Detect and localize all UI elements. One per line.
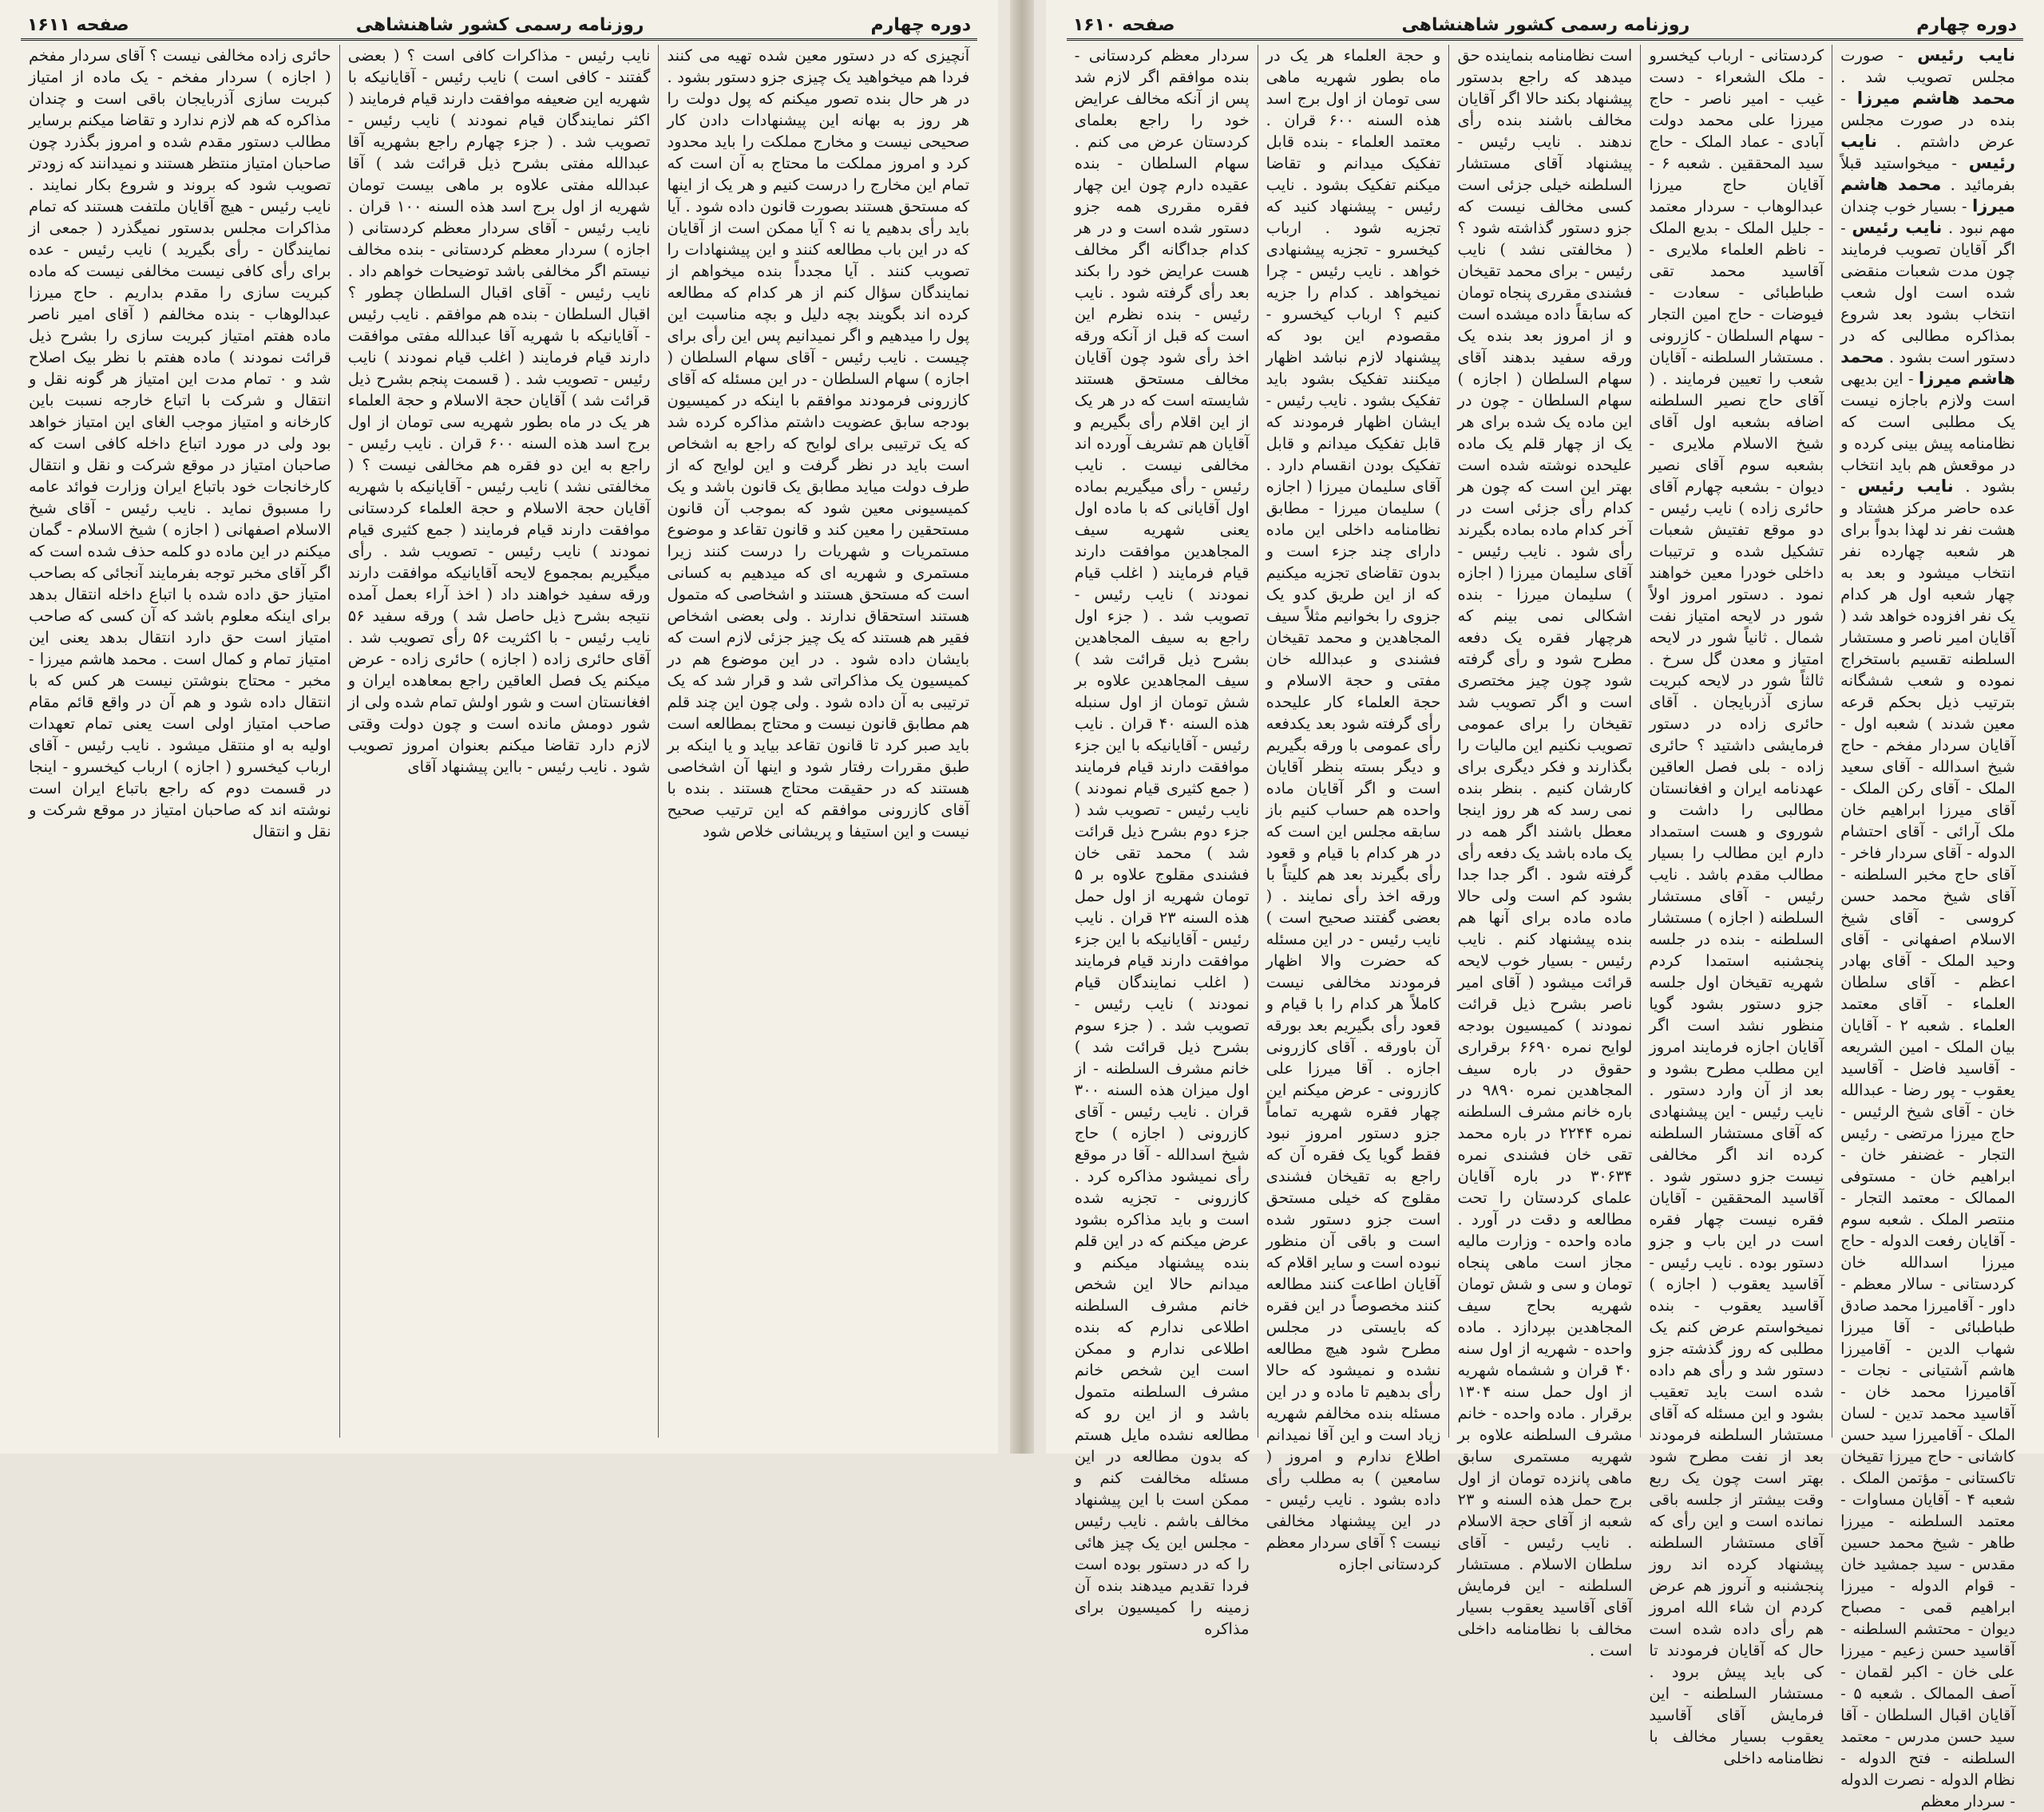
left-page-title: روزنامه رسمی کشور شاهنشاهی: [355, 14, 644, 35]
text-column: نایب رئیس - مذاکرات کافی است ؟ ( بعضی گفتند - کافی است ) نایب رئیس - آقایانیکه با شهریه این ضعیفه موافقت دارند قیام فرمایند ( اکثر نمایندگان قیام نمودند ) نایب رئیس - تصویب شد . ( جزء چهارم راجع بشهریه آقا عبدالله مفتی بشرح ذیل قرائت شد ) آقا عبدالله مفتی علاوه بر ماهی بیست تومان شهریه از اول برج اسد هذه السنه ۱۰۰ قران . نایب رئیس - آقای سردار معظم کردستانی ( اجازه ) سردار معظم کردستانی - بنده مخالف نیستم اگر مخالفی باشد توضیحات خواهم داد . نایب رئیس - آقای اقبال السلطان چطور ؟ اقبال السلطان - بنده هم موافقم . نایب رئیس - آقایانیکه با شهریه آقا عبدالله مفتی موافقت دارند قیام فرمایند ( اغلب قیام نمودند ) نایب رئیس - تصویب شد . ( قسمت پنجم بشرح ذیل قرائت شد ) آقایان حجة الاسلام و حجة العلماء هر یک در ماه بطور شهریه سی تومان از اول برج اسد هذه السنه ۶۰۰ قران . نایب رئیس - راجع به این دو فقره هم مخالفی نیست ؟ ( مخالفتی نشد ) نایب رئیس - آقایانیکه با شهریه آقایان حجة الاسلام و حجة العلماء کردستانی موافقت دارند قیام فرمایند ( جمع کثیری قیام نمودند ) نایب رئیس - تصویب شد . رأی میگیریم بمجموع لایحه آقایانیکه موافقت دارند ورقه سفید خواهند داد ( اخذ آراء بعمل آمده نتیجه بشرح ذیل حاصل شد ) ورقه سفید ۵۶ نایب رئیس - با اکثریت ۵۶ رأی تصویب شد . آقای حائری زاده ( اجازه ) حائری زاده - عرض میکنم یک فصل العاقین راجع بمعاهده ایران و افغانستان است و شور اولش تمام شده ولی از شور دومش مانده است و چون دولت وقتی لازم دارد تقاضا میکنم بعنوان امروز تصویب شود . نایب رئیس - بااین پیشنهاد آقای: [339, 45, 659, 1438]
left-page-number: صفحه ۱۶۱۱: [26, 14, 129, 35]
text-column: آنچیزی که در دستور معین شده تهیه می کنند فردا هم میخواهید یک چیزی جزو دستور بشود . در هر حال بنده تصور میکنم که پول دولت را هر روز به بهانه این پیشنهادات دادن کار صحیحی نیست و مخارج مملکت را باید محدود کرد و امروز مملکت ما محتاج به آن است که تمام این مخارج را درست کنیم و هر یک از اینها که مستحق هستند بصورت قانون داده شود . آیا باید رأی بدهیم یا نه ؟ آیا ممکن است از آقایان که در این باب مطالعه کنند و این پیشنهادات را تصویب کنند . آیا مجدداً بنده میخواهم از نمایندگان سؤال کنم از هر کدام که مطالعه کرده اند بگویند بچه دلیل و بچه مناسبت این پول را میدهیم و اگر نمیدانیم پس این رأی برای چیست . نایب رئیس - آقای سهام السلطان ( اجازه ) سهام السلطان - در این مسئله که آقای کازرونی فرمودند موافقم با اینکه در کمیسیون بودجه سابق عضویت داشتم مذاکره کرده شد که یک ترتیبی برای لوایح که راجع به اشخاص است باید در نظر گرفت و این لوایح که از طرف دولت میاید مطابق یک قانون باشد و یک کمیسیونی معین شود که بموجب آن قانون مستحقین را معین کند و قانون تقاعد و موضوع مستمریات و شهریات را درست کنند زیرا مستمری و شهریه ای که میدهیم به کسانی است که مستحق هستند و اشخاصی که متمول هستند استحقاق ندارند . ولی بعضی اشخاص فقیر هم هستند که یک چیز جزئی لازم است که بایشان داده شود . در این موضوع هم در کمیسیون یک مذاکراتی شد و قرار شد که یک ترتیبی به آن داده شود . ولی چون این چند قلم هم مطابق قانون نیست و محتاج بمطالعه است باید صبر کرد تا قانون تقاعد بیاید و یا اینکه بر طبق مقررات رفتار شود و اینها آن اشخاصی هستند که در حقیقت محتاج هستند . بنده با آقای کازرونی موافقم که این ترتیب صحیح نیست و این استیفا و پریشانی خلاص شود: [658, 45, 977, 1438]
right-page-header: [1067, 11, 2023, 41]
right-page: [1046, 0, 2044, 1810]
left-page: [0, 0, 998, 1454]
text-column: حائری زاده مخالفی نیست ؟ آقای سردار مفخم ( اجازه ) سردار مفخم - یک ماده از امتیاز کبریت سازی آذربایجان باقی است و چندان مذاکره که هم لازم ندارد و تقاضا میکنم برسایر مطالب دستور مقدم شده و امروز بگذرد چون صاحبان امتیاز منتظر هستند و نمیدانند که زودتر تصویب شود که بروند و شروع بکار نمایند . نایب رئیس - هیچ آقایان ملتفت هستند که تمام مذاکرات مجلس بدستور نمیگذرد ( جمعی از نمایندگان - رأی بگیرید ) نایب رئیس - عده برای رأی کافی نیست مخالفی نیست که ماده کبریت سازی را مقدم بداریم . حاج میرزا عبدالوهاب - بنده مخالفم ( آقای امیر ناصر ماده هفتم امتیاز کبریت سازی را بشرح ذیل قرائت نمودند ) ماده هفتم با نظر بیک اصلاح شد و ۰ تمام مدت این امتیاز هر گونه نقل و انتقال و شرکت با اتباع خارجه نسبت باین کارخانه و امتیاز موجب الغای این امتیاز خواهد بود ولی در مورد اتباع داخله کافی است که صاحبان امتیاز در موقع شرکت و نقل و انتقال کارخانجات خود باتباع ایران وزارت فوائد عامه را مسبوق نماید . نایب رئیس - آقای شیخ الاسلام اصفهانی ( اجازه ) شیخ الاسلام - گمان میکنم در این ماده دو کلمه حذف شده است که اگر آقای مخبر توجه بفرمایند آنجائی که بصاحب امتیاز حق داده شده با اتباع داخله انتقال بدهد برای اینکه معلوم باشد که آن کسی که صاحب امتیاز است حق دارد انتقال بدهد یعنی این امتیاز تمام و کمال است . محمد هاشم میرزا - مخبر - محتاج بنوشتن نیست هر کس که با انتقال داده شود و هم آن در واقع قائم مقام صاحب امتیاز اولی است یعنی تمام تعهدات اولیه به او منتقل میشود . نایب رئیس - آقای ارباب کیخسرو ( اجازه ) ارباب کیخسرو - اینجا در قسمت دوم که راجع باتباع ایران است نوشته اند که صاحبان امتیاز در موقع شرکت و نقل و انتقال: [28, 46, 331, 841]
right-page-number: صفحه ۱۶۱۰: [1072, 14, 1175, 35]
text-column: و حجة العلماء هر یک در ماه بطور شهریه ماهی سی تومان از اول برج اسد هذه السنه ۶۰۰ قران . معتمد العلماء - بنده قابل تفکیک میدانم و تقاضا میکنم تفکیک بشود . نایب رئیس - پیشنهاد کنید که تجزیه شود . ارباب کیخسرو - تجزیه پیشنهادی خواهد . نایب رئیس - چرا نمیخواهد . کدام را جزیه کنیم ؟ ارباب کیخسرو - مقصودم این بود که پیشنهاد لازم نباشد اظهار میکنند تفکیک بشود باید تفکیک بشود . نایب رئیس - ایشان اظهار فرمودند که قابل تفکیک میدانم و قابل تفکیک بودن انقسام دارد . آقای سلیمان میرزا ( اجازه ) سلیمان میرزا - مطابق نظامنامه داخلی این ماده دارای چند جزء است و بدون تقاضای تجزیه میکنیم که از این طریق کدو یک جزوی را بخوانیم مثلاً سیف المجاهدین و محمد تقیخان فشندی و عبدالله خان مفتی و حجة الاسلام و حجة العلماء کار علیحده رأی گرفته شود بعد یکدفعه رأی عمومی با ورقه بگیریم و دیگر بسته بنظر آقایان است و اگر آقایان ماده واحده هم حساب کنیم باز سابقه مجلس این است که در هر کدام با قیام و قعود رأی بگیرند بعد هم کلیتاً با ورقه اخذ رأی نمایند . ( بعضی گفتند صحیح است ) نایب رئیس - در این مسئله که حضرت والا اظهار فرمودند مخالفی نیست کاملاً هر کدام را با قیام و قعود رأی بگیریم بعد بورقه آن باورقه . آقای کازرونی اجازه . آقا میرزا علی کازرونی - عرض میکنم این چهار فقره شهریه تماماً جزو دستور امروز نبود فقط گویا یک فقره آن که راجع به تقیخان فشندی مقلوج که خیلی مستحق است جزو دستور شده است و باقی آن منظور نبوده است و سایر اقلام که آقایان اطاعت کنند مطالعه کنند مخصوصاً در این فقره که بایستی در مجلس مطرح شود هیچ مطالعه نشده و نمیشود که حالا رأی بدهیم تا ماده و در این مسئله بنده مخالفم شهریه زیاد است و این آقا نمیدانم اطلاع ندارم و امروز ( سامعین ) به مطلب رأی داده بشود . نایب رئیس - در این پیشنهاد مخالفی نیست ؟ آقای سردار معظم کردستانی اجازه: [1258, 45, 1449, 1438]
right-page-columns: [1067, 45, 2023, 1810]
page-gutter: [1010, 0, 1034, 1454]
text-column: سردار معظم کردستانی - بنده موافقم اگر لازم شد پس از آنکه مخالف عرایض خود را راجع بعلمای کردستان عرض می کنم . سهام السلطان - بنده عقیده دارم چون این چهار فقره مقرری همه جزو دستور شده است و در هر کدام جداگانه اگر مخالف هست عرایض خود را بکند بعد رأی گرفته شود . نایب رئیس - بنده نظرم این است که قبل از آنکه ورقه اخذ رأی شود چون آقایان مخالف مستحق هستند شایسته است که در هر یک از این اقلام رأی بگیریم و آقایان هم تشریف آورده اند مخالفی نیست . نایب رئیس - رأی میگیریم بماده اول آقایانی که با ماده اول یعنی شهریه سیف المجاهدین موافقت دارند قیام فرمایند ( اغلب قیام نمودند ) نایب رئیس - تصویب شد . ( جزء اول راجع به سیف المجاهدین بشرح ذیل قرائت شد ) سیف المجاهدین علاوه بر شش تومان از اول سنبله هذه السنه ۴۰ قران . نایب رئیس - آقایانیکه با این جزء موافقت دارند قیام فرمایند ( جمع کثیری قیام نمودند ) نایب رئیس - تصویب شد ( جزء دوم بشرح ذیل قرائت شد ) محمد تقی خان فشندی مقلوج علاوه بر ۵ تومان شهریه از اول حمل هذه السنه ۲۳ قران . نایب رئیس - آقایانیکه با این جزء موافقت دارند قیام فرمایند ( اغلب نمایندگان قیام نمودند ) نایب رئیس - تصویب شد . ( جزء سوم بشرح ذیل قرائت شد ) خانم مشرف السلطنه - از اول میزان هذه السنه ۳۰۰ قران . نایب رئیس - آقای کازرونی ( اجازه ) حاج شیخ اسدالله - آقا در موقع رأی نمیشود مذاکره کرد . کازرونی - تجزیه شده است و باید مذاکره بشود عرض میکنم که در این قلم بنده پیشنهاد میکنم و میدانم حالا این شخص خانم مشرف السلطنه اطلاعی ندارم که بنده اطلاعی ندارم و ممکن است این شخص خانم مشرف السلطنه متمول باشد و از این رو که مطالعه نشده مایل هستم که بدون مطالعه در این مسئله مخالفت کنم و ممکن است با این پیشنهاد مخالف باشم . نایب رئیس - مجلس این یک چیز هائی را که در دستور بوده است فردا تقدیم میدهند بنده آن زمینه را کمیسیون برای مذاکره: [1074, 46, 1250, 1638]
left-page-header: [21, 11, 977, 41]
right-page-title: روزنامه رسمی کشور شاهنشاهی: [1401, 14, 1690, 35]
left-page-term: دوره چهارم: [870, 14, 972, 35]
right-page-term: دوره چهارم: [1916, 14, 2017, 35]
text-column: است نظامنامه بنماینده حق میدهد که راجع بدستور پیشنهاد بکند حالا اگر آقایان مخالف باشند بنده رأی ندهند . نایب رئیس - پیشنهاد آقای مستشار السلطنه خیلی جزئی است کسی مخالف نیست که جزو دستور گذاشته شود ؟ ( مخالفتی نشد ) نایب رئیس - برای محمد تقیخان فشندی مقرری پنجاه تومان که سابقاً داده میشده است و از امروز بعد بنده یک ورقه سفید بدهند آقای سهام السلطان ( اجازه ) سهام السلطان - چون در این ماده یک شده برای هر یک از چهار قلم یک ماده علیحده نوشته شده است بهتر این است که چون هر کدام رأی جزئی است در آخر کدام ماده بماده بگیرند رأی شود . نایب رئیس - آقای سلیمان میرزا ( اجازه ) سلیمان میرزا - بنده اشکالی نمی بینم که هرچهار فقره یک دفعه مطرح شود و رأی گرفته شود چون چیز مختصری است و اگر تصویب شد تقیخان را برای عمومی تصویب نکنیم این مالیات را بگذارند و فکر دیگری برای کارشان کنیم . بنظر بنده نمی رسد که هر روز اینجا معطل باشند اگر همه در یک ماده باشد یک دفعه رأی گرفته شود . اگر جدا جدا بشود کم است ولی حالا ماده ماده برای آنها هم بنده پیشنهاد کنم . نایب رئیس - بسیار خوب لایحه قرائت میشود ( آقای امیر ناصر بشرح ذیل قرائت نمودند ) کمیسیون بودجه لوایح نمره ۶۶۹۰ برقراری حقوق در باره سیف المجاهدین نمره ۹۸۹۰ در باره خانم مشرف السلطنه نمره ۲۲۴۴ در باره محمد تقی خان فشندی نمره ۳۰۶۳۴ در باره آقایان علمای کردستان را تحت مطالعه و دقت در آورد . ماده واحده - وزارت مالیه مجاز است ماهی پنجاه تومان و سی و شش تومان شهریه بحاج سیف المجاهدین بپردازد . ماده واحده - شهریه از اول سنه ۴۰ قران و ششماه شهریه از اول حمل سنه ۱۳۰۴ برقرار . ماده واحده - خانم مشرف السلطنه علاوه بر شهریه مستمری سابق ماهی پانزده تومان از اول برج حمل هذه السنه و ۲۳ شعبه از آقای حجة الاسلام . نایب رئیس - آقای سلطان الاسلام . مستشار السلطنه - این فرمایش آقای آقاسید یعقوب بسیار مخالف با نظامنامه داخلی است .: [1448, 45, 1640, 1438]
left-page-columns: [21, 45, 977, 1438]
text-column: کردستانی - ارباب کیخسرو - ملک الشعراء - دست غیب - امیر ناصر - حاج میرزا علی محمد دولت آبادی - عماد الملک - حاج سید المحققین . شعبه ۶ - آقایان حاج میرزا عبدالوهاب - سردار معتمد - جلیل الملک - بدیع الملک - ناظم العلماء ملایری - آقاسید محمد تقی طباطبائی - سعادت - فیوضات - حاج امین التجار - سهام السلطان - کازرونی . مستشار السلطنه - آقایان شعب را تعیین فرمایند . ( آقای حاج نصیر السلطنه اضافه بشعبه اول آقای شیخ الاسلام ملایری - بشعبه سوم آقای نصیر دیوان - بشعبه چهارم آقای حائری زاده ) نایب رئیس - دو موقع تفتیش شعبات تشکیل شده و ترتیبات داخلی خودرا معین خواهند نمود . دستور امروز اولاً شور در لایحه امتیاز نفت شمال . ثانیاً شور در لایحه امتیاز و معدن گل سرخ . ثالثاً شور در لایحه کبریت سازی آذربایجان . آقای حائری زاده در دستور فرمایشی داشتید ؟ حائری زاده - بلی فصل العاقین عهدنامه ایران و افغانستان مطالبی را داشت و شوروی و هست استمداد دارم این مطالب را بسیار مطالب مقدم باشد . نایب رئیس - آقای مستشار السلطنه ( اجازه ) مستشار السلطنه - بنده در جلسه پنجشنبه استمدا کردم شهریه تقیخان اول جلسه جزو دستور بشود گویا منظور نشد است اگر آقایان اجازه فرمایند امروز این مطلب مطرح بشود و بعد از آن وارد دستور . نایب رئیس - این پیشنهادی که آقای مستشار السلطنه کرده اند اگر مخالفی نیست جزو دستور شود . آقاسید المحققین - آقایان فقره نیست چهار فقره است در این باب و جزو دستور بوده . نایب رئیس - آقاسید یعقوب ( اجازه ) آقاسید یعقوب - بنده نمیخواستم عرض کنم یک مطلبی که روز گذشته جزو دستور شد و رأی هم داده شده است باید تعقیب بشود و این مسئله که آقای مستشار السلطنه فرمودند بعد از نفت مطرح شود بهتر است چون یک ربع وقت بیشتر از جلسه باقی نمانده است و این رأی که آقای مستشار السلطنه پیشنهاد کرده اند روز پنجشنبه و آنروز هم عرض کردم ان شاء الله امروز هم رأی داده شده است حال که آقایان فرمودند تا کی باید پیش برود . مستشار السلطنه - این فرمایش آقای آقاسید یعقوب بسیار مخالف با نظامنامه داخلی: [1640, 45, 1832, 1438]
text-column: نایب رئیس - صورت مجلس تصویب شد . محمد هاشم میرزا - بنده در صورت مجلس عرض داشتم . نایب رئیس - میخواستید قبلاً بفرمائید . محمد هاشم میرزا - بسیار خوب چندان مهم نبود . نایب رئیس - اگر آقایان تصویب فرمایند چون مدت شعبات منقضی شده است اول شعب انتخاب بشود بعد شروع بمذاکره مطالبی که در دستور است بشود . محمد هاشم میرزا - این بدیهی است ولازم باجازه نیست یک مطلبی است که نظامنامه پیش بینی کرده و در موقعش هم باید انتخاب بشود . نایب رئیس - عده حاضر مرکز هشتاد و هشت نفر ند لهذا بدواً برای هر شعبه چهارده نفر انتخاب میشود و بعد به چهار شعبه اول هر کدام یک نفر افزوده خواهد شد ( آقایان امیر ناصر و مستشار السلطنه تقسیم باستخراج نموده و شعب ششگانه بترتیب ذیل بحکم قرعه معین شدند ) شعبه اول - آقایان سردار مفخم - حاج شیخ اسدالله - آقای سعید الملک - آقای رکن الملک - آقای میرزا ابراهیم خان ملک آرائی - آقای احتشام الدوله - آقای سردار فاخر - آقای حاج مخبر السلطنه - آقای شیخ محمد حسن کروسی - آقای شیخ الاسلام اصفهانی - آقای وحید الملک - آقای بهادر اعظم - آقای سلطان العلماء - آقای معتمد العلماء . شعبه ۲ - آقایان بیان الملک - امین الشریعه - آقاسید فاضل - آقاسید یعقوب - پور رضا - عبدالله خان - آقای شیخ الرئیس - حاج میرزا مرتضی - رئیس التجار - غضنفر خان - ابراهیم خان - مستوفی الممالک - معتمد التجار - منتصر الملک . شعبه سوم - آقایان رفعت الدوله - حاج میرزا اسدالله خان کردستانی - سالار معظم - داور - آقامیرزا محمد صادق طباطبائی - آقا میرزا شهاب الدین - آقامیرزا هاشم آشتیانی - نجات - آقامیرزا محمد خان - آقاسید محمد تدین - لسان الملک - آقامیرزا سید حسن کاشانی - حاج میرزا تقیخان تاکستانی - مؤتمن الملک . شعبه ۴ - آقایان مساوات - معتمد السلطنه - میرزا طاهر - شیخ محمد حسین مقدس - سید جمشید خان - قوام الدوله - میرزا ابراهیم قمی - مصباح دیوان - محتشم السلطنه - آقاسید حسن زعیم - میرزا علی خان - اکبر لقمان - آصف الممالک . شعبه ۵ - آقایان اقبال السلطان - آقا سید حسن مدرس - معتمد السلطنه - فتح الدوله - نظام الدوله - نصرت الدوله - سردار معظم: [1832, 45, 2023, 1438]
